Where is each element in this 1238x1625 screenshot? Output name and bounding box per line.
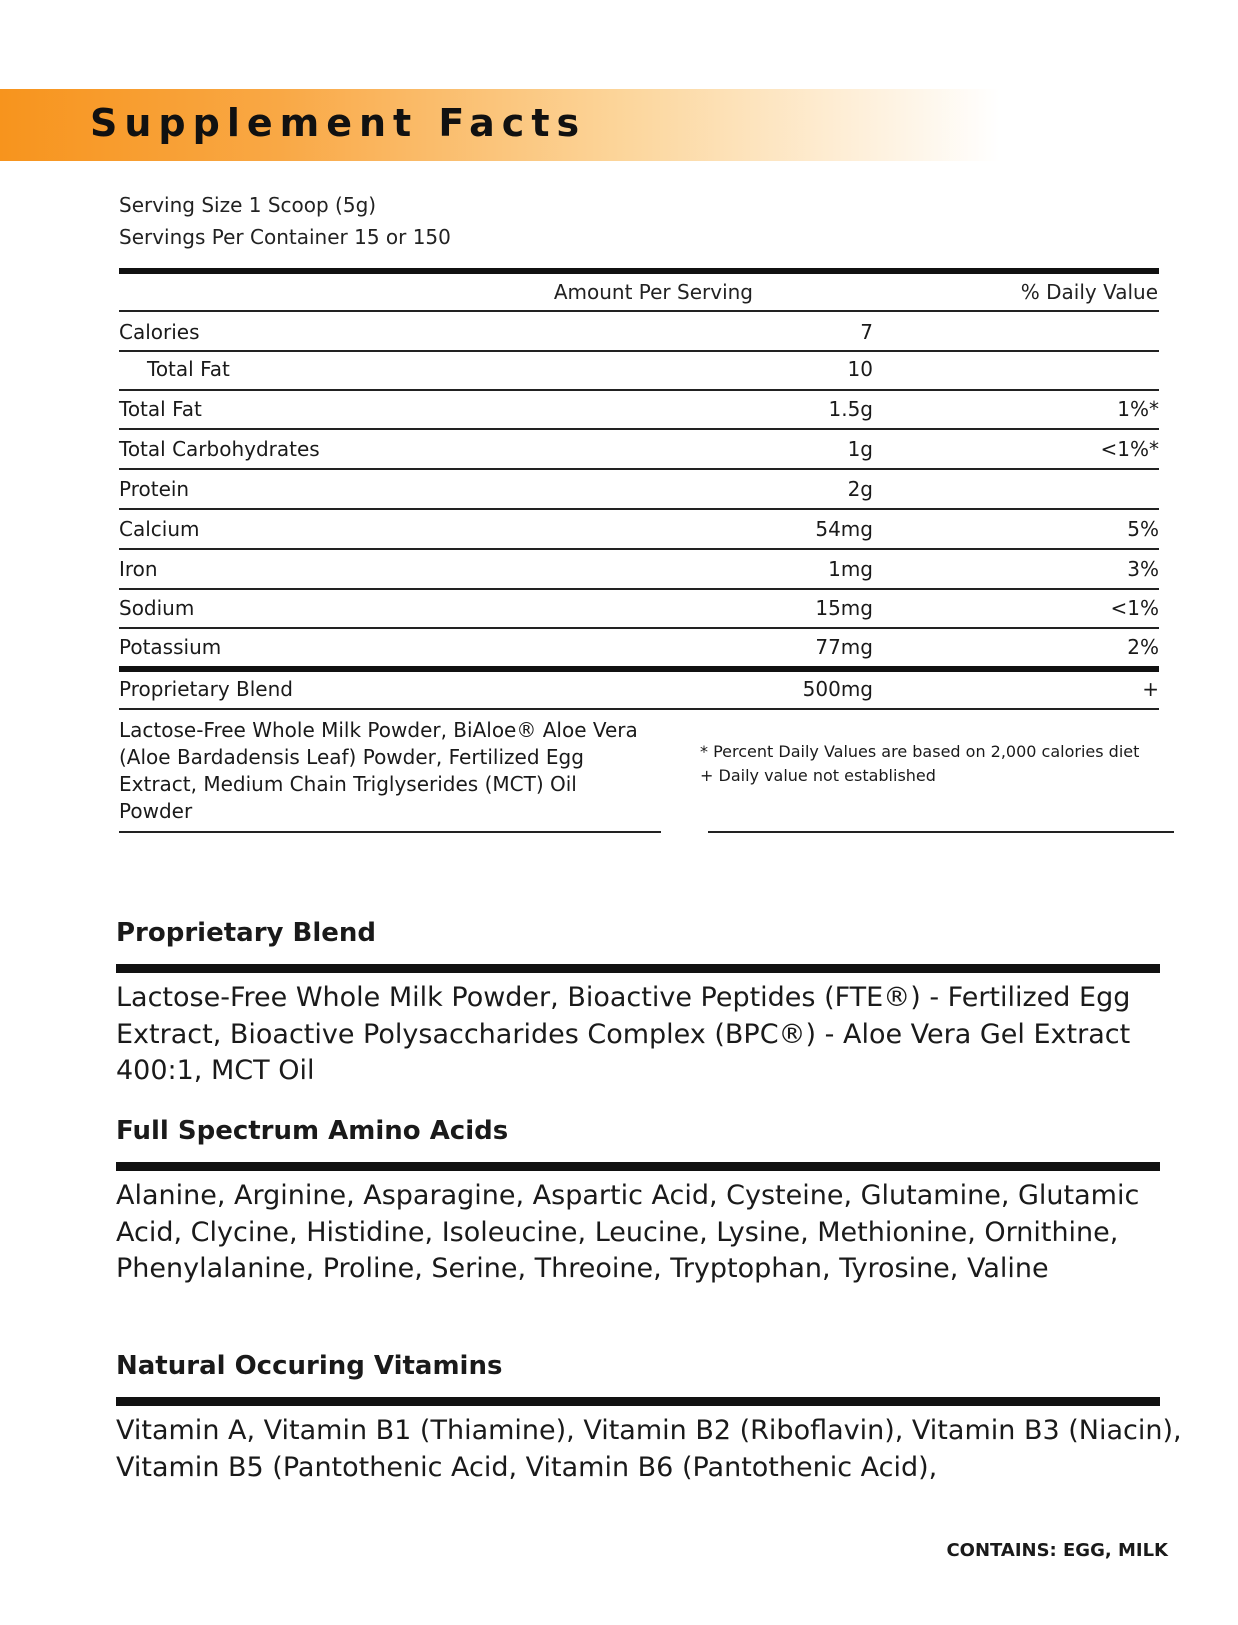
table-row bbox=[119, 670, 1159, 708]
row-label: Total Carbohydrates bbox=[119, 437, 320, 461]
row-amount: 10 bbox=[847, 357, 873, 381]
row-amount: 1g bbox=[847, 437, 873, 461]
table-row bbox=[119, 313, 1159, 351]
row-label: Total Fat bbox=[119, 397, 202, 421]
row-amount: 500mg bbox=[802, 677, 873, 701]
table-row bbox=[119, 390, 1159, 428]
row-daily-value: <1% bbox=[1110, 596, 1159, 620]
row-divider bbox=[119, 708, 1159, 710]
column-header-amount: Amount Per Serving bbox=[553, 280, 753, 304]
row-label: Calories bbox=[119, 320, 200, 344]
page-title: Supplement Facts bbox=[90, 101, 587, 145]
table-row bbox=[119, 510, 1159, 548]
allergen-statement: CONTAINS: EGG, MILK bbox=[946, 1540, 1168, 1561]
row-label: Calcium bbox=[119, 517, 200, 541]
section-rule bbox=[116, 964, 1160, 973]
table-row bbox=[119, 550, 1159, 588]
servings-per-container: Servings Per Container 15 or 150 bbox=[119, 225, 451, 249]
blend-ingredients: Lactose-Free Whole Milk Powder, BiAloe® Aloe Vera (Aloe Bardadensis Leaf) Powder, Fertilized Egg Extract, Medium Chain Triglyserides (MCT) Oil Powder bbox=[119, 718, 638, 823]
row-amount: 15mg bbox=[815, 596, 873, 620]
row-label: Sodium bbox=[119, 596, 195, 620]
row-amount: 1.5g bbox=[828, 397, 873, 421]
blend-bottom-rule bbox=[119, 831, 661, 833]
serving-size: Serving Size 1 Scoop (5g) bbox=[119, 193, 377, 217]
row-daily-value: <1%* bbox=[1100, 437, 1159, 461]
table-top-rule bbox=[119, 268, 1159, 274]
row-amount: 2g bbox=[847, 477, 873, 501]
section-title-proprietary-blend: Proprietary Blend bbox=[116, 918, 376, 948]
table-row bbox=[119, 628, 1159, 666]
table-row bbox=[119, 470, 1159, 508]
row-label: Iron bbox=[119, 557, 158, 581]
section-title-amino-acids: Full Spectrum Amino Acids bbox=[116, 1116, 509, 1146]
row-label: Proprietary Blend bbox=[119, 677, 293, 701]
row-daily-value: 5% bbox=[1127, 517, 1159, 541]
row-amount: 54mg bbox=[815, 517, 873, 541]
column-header-daily-value: % Daily Value bbox=[1020, 280, 1158, 304]
row-label: Protein bbox=[119, 477, 190, 501]
footnote-not-established: + Daily value not established bbox=[700, 766, 936, 785]
table-row bbox=[119, 350, 1159, 388]
table-row bbox=[119, 430, 1159, 468]
row-amount: 7 bbox=[860, 320, 873, 344]
footnotes bbox=[700, 740, 1139, 788]
row-daily-value: 3% bbox=[1127, 557, 1159, 581]
row-daily-value: 2% bbox=[1127, 635, 1159, 659]
row-amount: 77mg bbox=[815, 635, 873, 659]
footnote-daily-values: * Percent Daily Values are based on 2,000 calories diet bbox=[700, 742, 1140, 761]
row-daily-value: + bbox=[1142, 677, 1159, 701]
section-text-amino-acids: Alanine, Arginine, Asparagine, Aspartic Acid, Cysteine, Glutamine, Glutamic Acid, Clycine, Histidine, Isoleucine, Leucine, Lysine, Methionine, Ornithine, Phenylalanine, Proline, Serine, Threoine, Tryptophan, Tyrosine, Valine bbox=[116, 1180, 1140, 1284]
section-text-vitamins: Vitamin A, Vitamin B1 (Thiamine), Vitamin B2 (Riboflavin), Vitamin B3 (Niacin), Vitamin B5 (Pantothenic Acid, Vitamin B6 (Pantothenic Acid), bbox=[116, 1415, 1182, 1483]
row-label: Total Fat bbox=[147, 357, 230, 381]
section-title-vitamins: Natural Occuring Vitamins bbox=[116, 1351, 503, 1381]
footnote-bottom-rule bbox=[708, 831, 1174, 833]
row-label: Potassium bbox=[119, 635, 222, 659]
section-rule bbox=[116, 1397, 1160, 1406]
section-text-proprietary-blend: Lactose-Free Whole Milk Powder, Bioactive Peptides (FTE®) - Fertilized Egg Extract, Bioactive Polysaccharides Complex (BPC®) - Aloe Vera Gel Extract 400:1, MCT Oil bbox=[116, 982, 1131, 1086]
table-row bbox=[119, 589, 1159, 627]
section-rule bbox=[116, 1162, 1160, 1171]
row-daily-value: 1%* bbox=[1117, 397, 1159, 421]
row-amount: 1mg bbox=[828, 557, 873, 581]
table-header-rule bbox=[119, 310, 1159, 312]
